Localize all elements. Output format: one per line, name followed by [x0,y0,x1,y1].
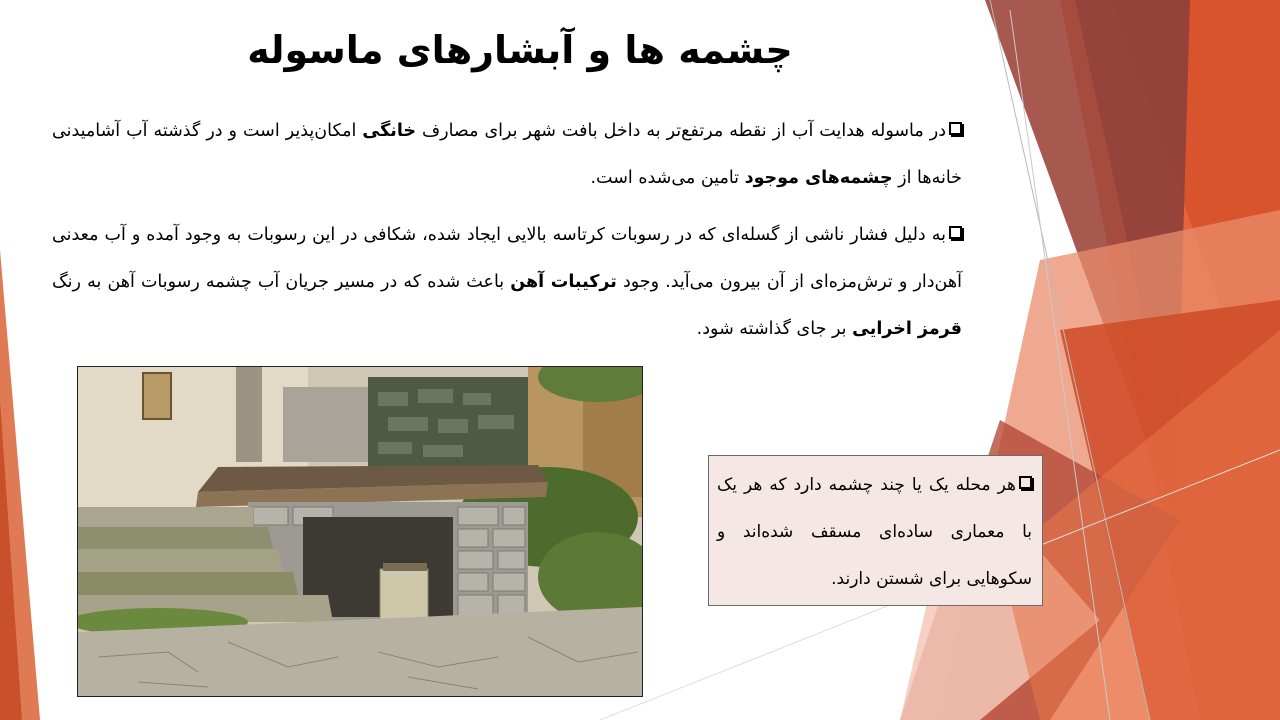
checkbox-bullet-icon [949,226,962,239]
note-text: هر محله یک یا چند چشمه دارد که هر یک با معماری ساده‌ای مسقف شده‌اند و سکوهایی برای شستن دارند. [717,475,1032,589]
paragraph-water-supply [52,108,962,202]
paragraph-text: تامین می‌شده است. [590,168,745,188]
paragraph-text: باعث شده که در مسیر جریان آب چشمه رسوبات آهن به رنگ [52,272,511,292]
bold-term: قرمز اخرایی [852,319,962,339]
checkbox-bullet-icon [1019,476,1032,489]
checkbox-bullet-icon [949,122,962,135]
slide-title: چشمه ها و آبشارهای ماسوله [247,28,793,72]
paragraph-text: در ماسوله هدایت آب از نقطه مرتفع‌تر به داخل بافت شهر برای مصارف [416,121,946,141]
paragraph-text: به دلیل فشار ناشی از گسله‌ای که در رسوبات کرتاسه بالایی ایجاد شده، شکافی در این رسوبات به وجود آمده و آب معدنی آهن‌دار و ترش‌مزه‌ای از آن بیرون می‌آید. وجود [52,225,962,292]
slide-body [52,108,962,363]
paragraph-text: بر جای گذاشته شود. [696,319,853,339]
note-box [708,455,1043,606]
paragraph-mineral-springs [52,212,962,353]
bold-term: ترکیبات آهن [510,272,617,292]
spring-fountain-photo [77,366,643,697]
bold-term: چشمه‌های موجود [744,168,893,188]
paragraph-text: امکان‌پذیر است و در گذشته آب آشامیدنی خانه‌ها از [52,121,962,188]
bold-term: خانگی [362,121,416,141]
